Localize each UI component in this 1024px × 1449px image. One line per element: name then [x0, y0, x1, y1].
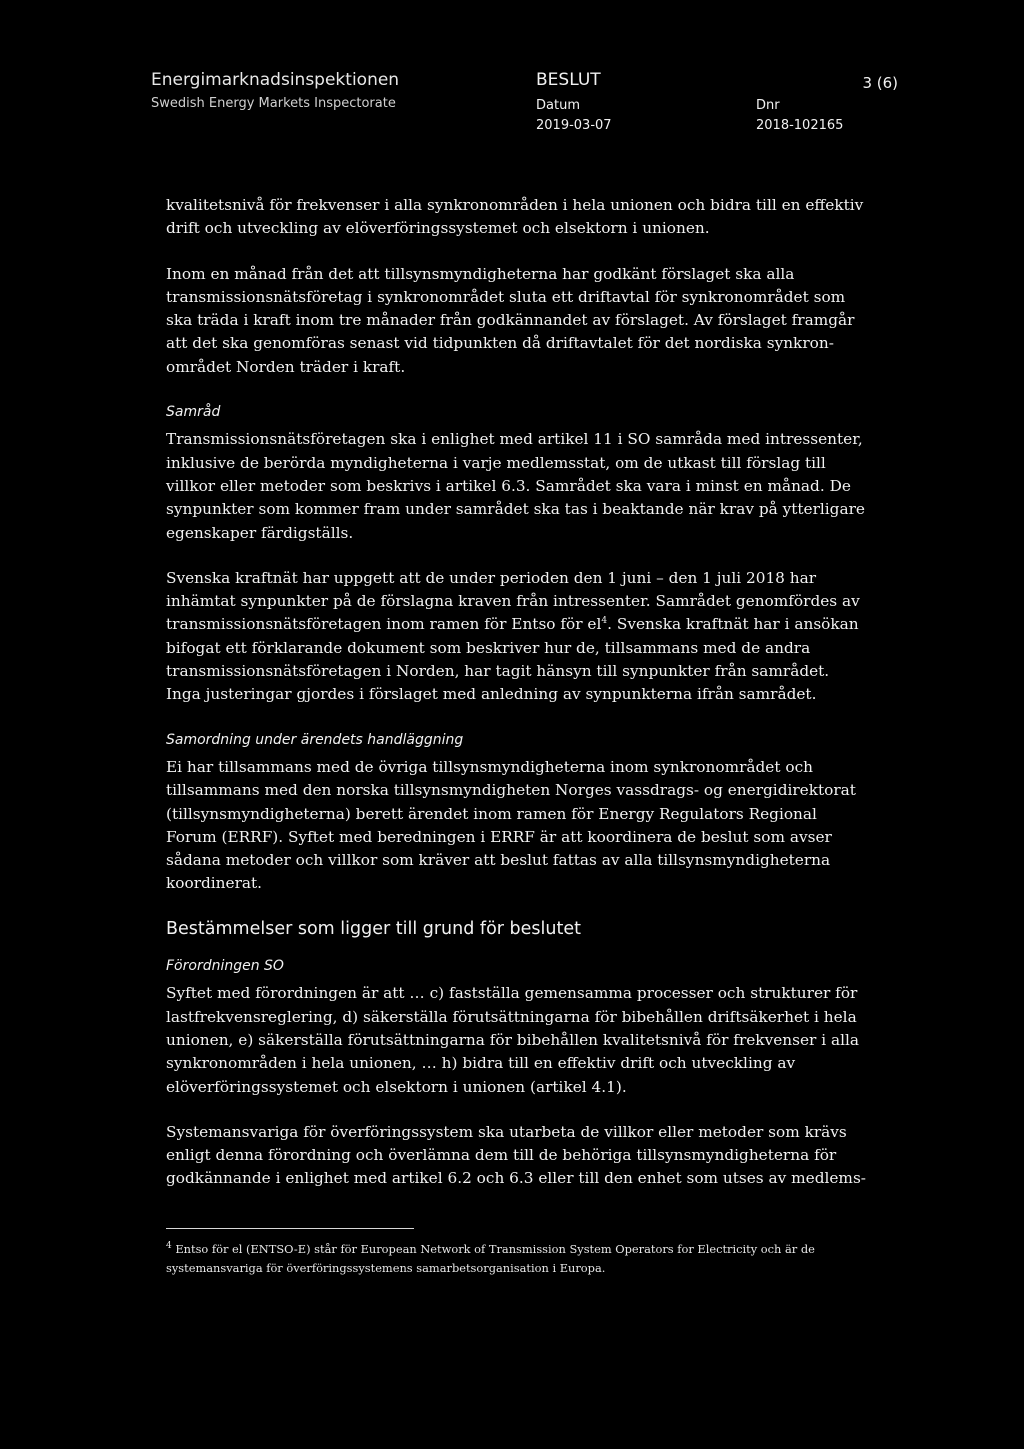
paragraph: kvalitetsnivå för frekvenser i alla synkronområden i hela unionen och bidra till en effektiv drift och utveckling av elöverföringssystemet och elsektorn i unionen.: [166, 196, 864, 238]
paragraph: Ei har tillsammans med de övriga tillsynsmyndigheterna inom synkronområdet och tillsammans med den norska tillsynsmyndigheten Norges vassdrags- og energidirektorat (tillsynsmyndigheterna) berett ärendet inom ramen för Energy Regulators Regional Forum (ERRF). Syftet med beredningen i ERRF är att koordinera de beslut som avser sådana metoder och villkor som kräver att beslut fattas av alla tillsynsmyndigheterna koordinerat.: [166, 757, 856, 893]
subheading-samrad: Samråd: [166, 404, 221, 421]
header-page-number: 3 (6): [862, 74, 898, 92]
subheading-samordning: Samordning under ärendets handläggning: [166, 731, 464, 748]
paragraph-text: . Svenska kraftnät har i ansökan bifogat ett förklarande dokument som beskriver hur de, tillsammans med de andra transmissionsnätsföretagen i Norden, har tagit hänsyn till synpunkter från samrådet. Inga justeringar gjordes i förslaget med anledning av synpunkterna ifrån samrådet.: [166, 615, 859, 704]
header-dnr: 2018-102165: [756, 118, 844, 133]
footnote-number: 4: [166, 1241, 172, 1252]
paragraph-text: Svenska kraftnät har uppgett att de under perioden den 1 juni – den 1 juli 2018 har inhämtat synpunkter på de förslagna kraven från intressenter. Samrådet genomfördes av transmissionsnätsföretagen inom ramen för Entso för el: [166, 568, 860, 634]
header-org-name-english: Swedish Energy Markets Inspectorate: [151, 96, 396, 111]
paragraph: Transmissionsnätsföretagen ska i enlighet med artikel 11 i SO samråda med intressenter, inklusive de berörda myndigheterna i varje medlemsstat, om de utkast till förslag till villkor eller metoder som beskrivs i artikel 6.3. Samrådet ska vara i minst en månad. De synpunkter som kommer fram under samrådet ska tas i beaktande när krav på ytterligare egenskaper färdigställs.: [166, 430, 865, 542]
header-dnr-label: Dnr: [756, 98, 780, 113]
document-body: [166, 194, 866, 1213]
section-heading: Bestämmelser som ligger till grund för beslutet: [166, 918, 581, 939]
footnote-text: Entso för el (ENTSO-E) står för European Network of Transmission System Operators for Electricity och är de systemansvariga för överföringssystemens samarbetsorganisation i Europa.: [166, 1242, 815, 1275]
paragraph: Syftet med förordningen är att … c) fastställa gemensamma processer och strukturer för lastfrekvensreglering, d) säkerställa förutsättningarna för bibehållen driftsäkerhet i hela unionen, e) säkerställa förutsättningarna för bibehållen kvalitetsnivå för frekvenser i alla synkronområden i hela unionen, … h) bidra till en effektiv drift och utveckling av elöverföringssystemet och elsektorn i unionen (artikel 4.1).: [166, 984, 859, 1096]
header-date-label: Datum: [536, 98, 580, 113]
header-doc-type: BESLUT: [536, 70, 601, 90]
footnote-ref: 4: [601, 616, 608, 627]
footnote-divider: [166, 1228, 414, 1229]
footnote: [166, 1240, 866, 1278]
header-date: 2019-03-07: [536, 118, 612, 133]
paragraph: Systemansvariga för överföringssystem ska utarbeta de villkor eller metoder som krävs enligt denna förordning och överlämna dem till de behöriga tillsynsmyndigheterna för godkännande i enlighet med artikel 6.2 och 6.3 eller till den enhet som utses av medlems-: [166, 1122, 866, 1188]
subheading-forordningen: Förordningen SO: [166, 958, 284, 975]
header-org-name: Energimarknadsinspektionen: [151, 70, 400, 90]
paragraph: Inom en månad från det att tillsynsmyndigheterna har godkänt förslaget ska alla transmissionsnätsföretag i synkronområdet sluta ett driftavtal för synkronområdet som ska träda i kraft inom tre månader från godkännandet av förslaget. Av förslaget framgår att det ska genomföras senast vid tidpunkten då driftavtalet för det nordiska synkron-området Norden träder i kraft.: [166, 264, 855, 376]
paragraph: [166, 567, 866, 707]
